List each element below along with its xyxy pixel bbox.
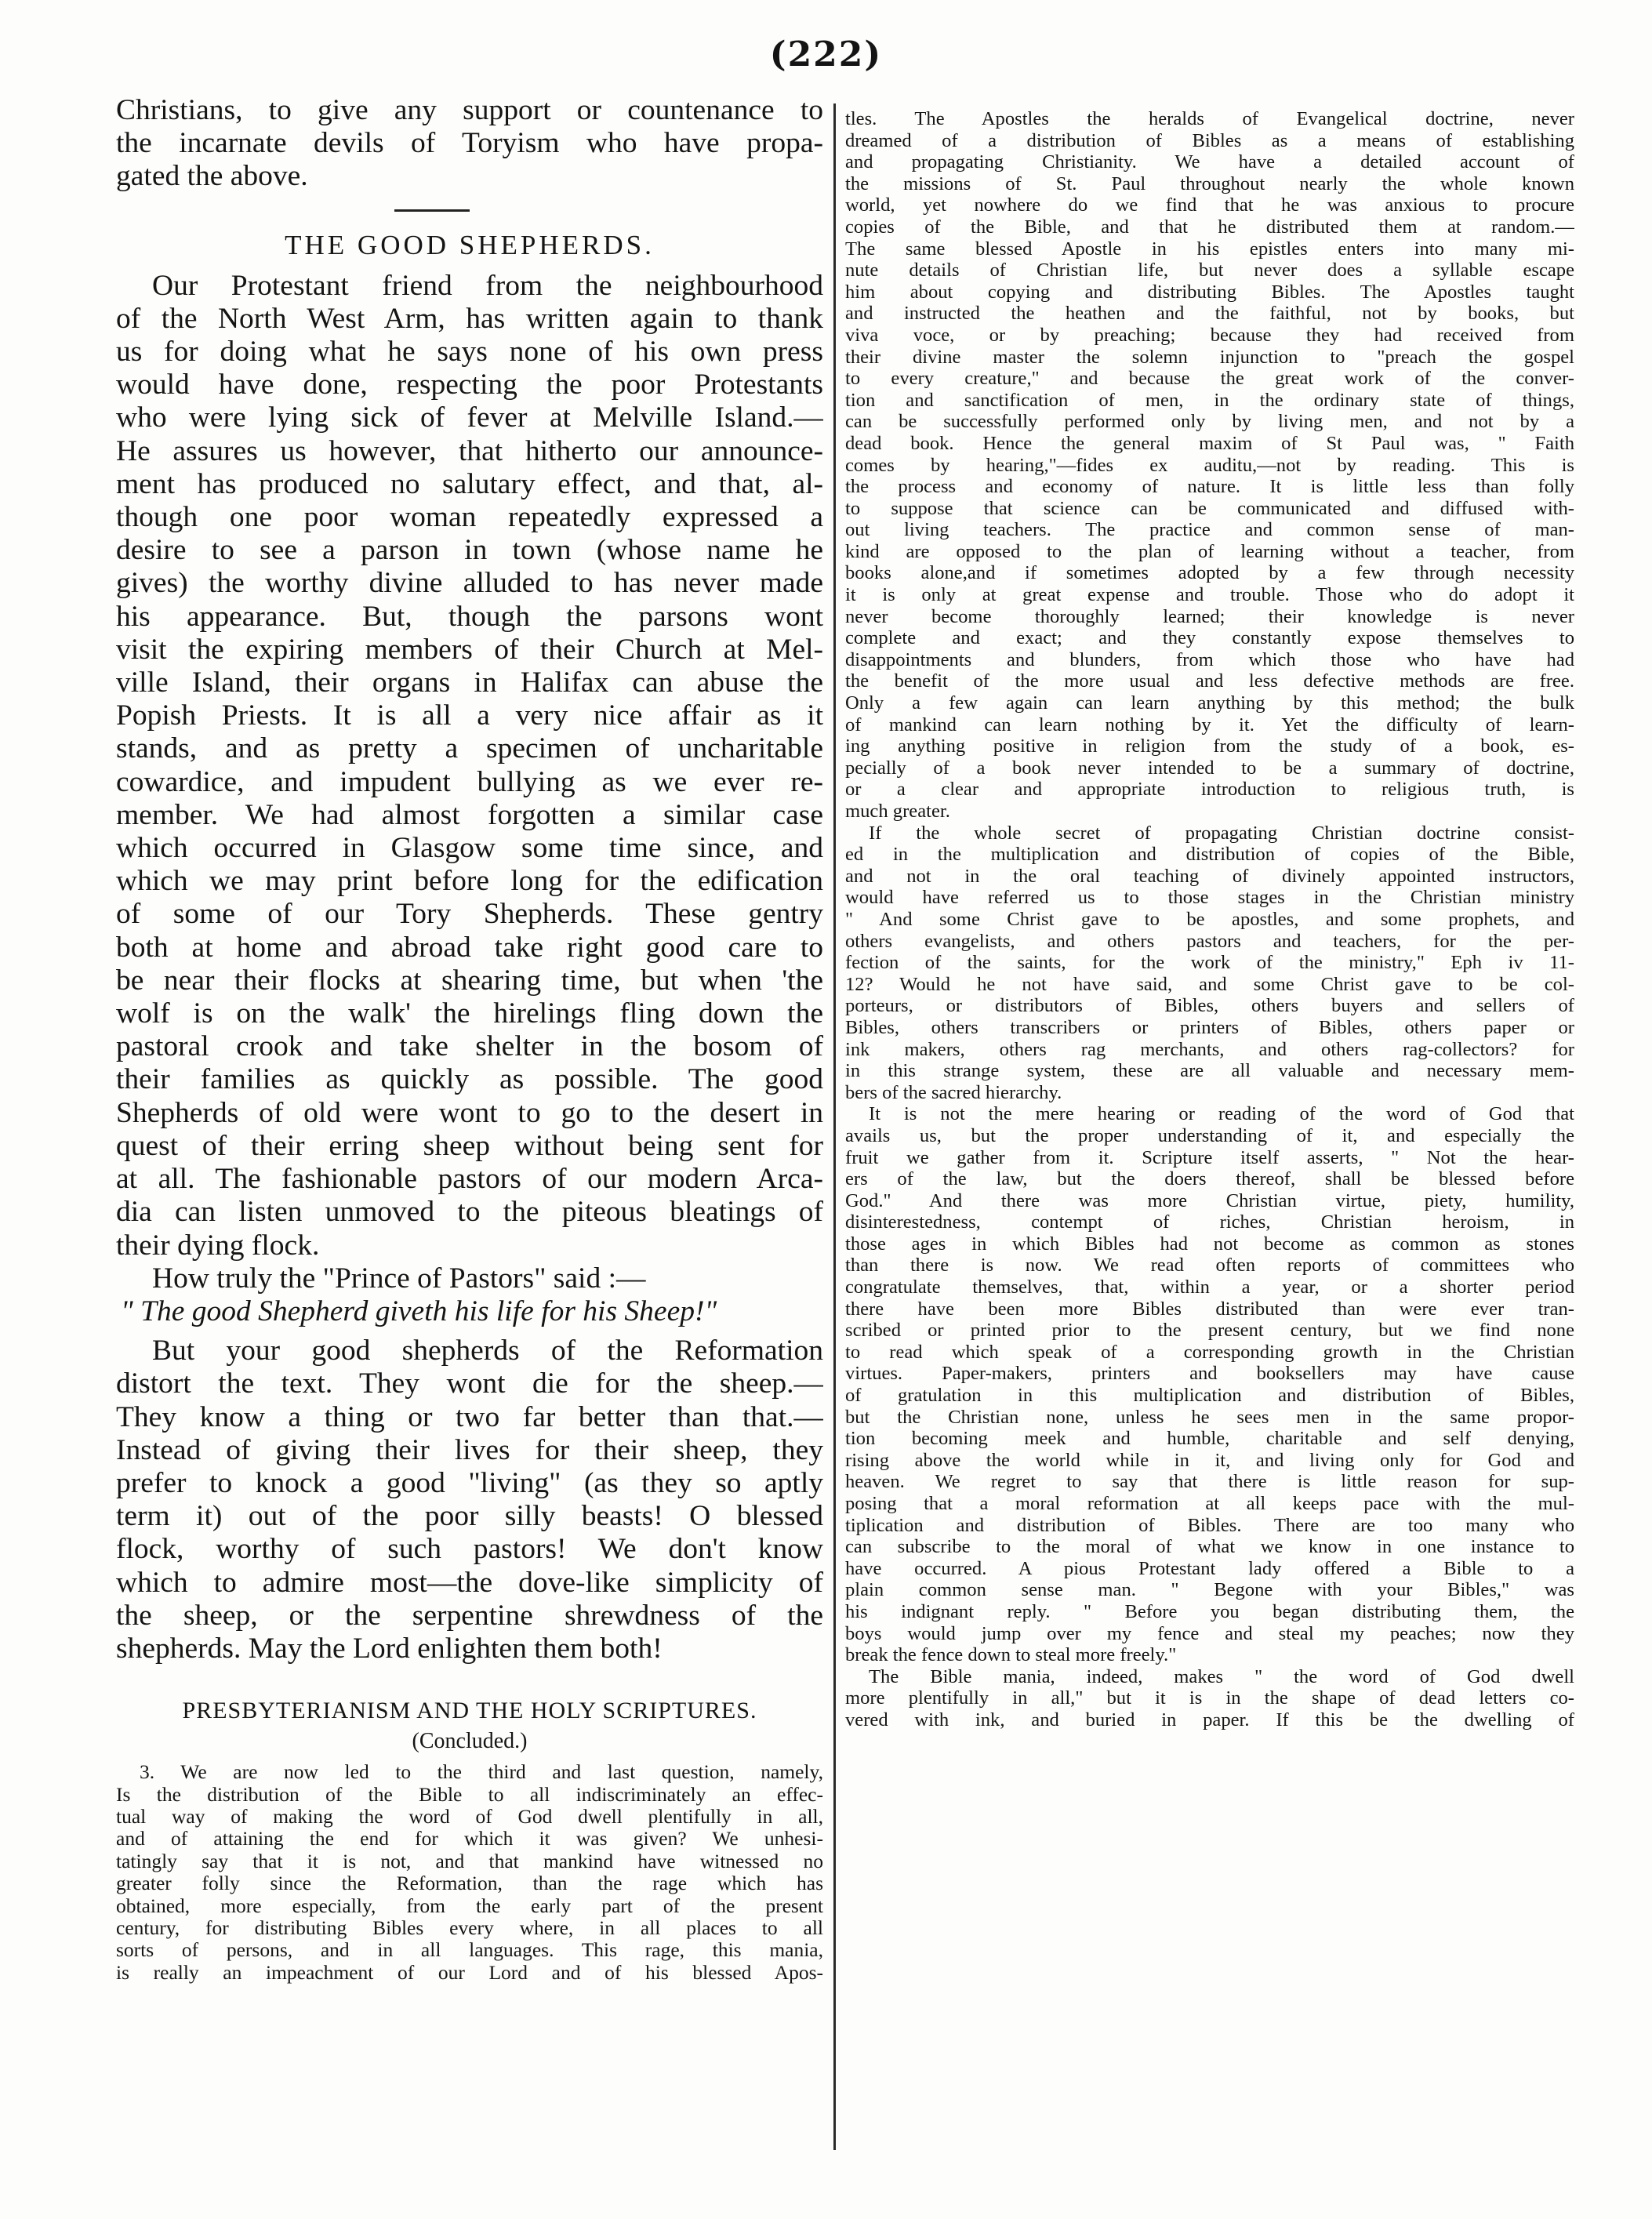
text-line: him about copying and distributing Bibles. The Apostles taught xyxy=(845,281,1574,303)
text-line: The Bible mania, indeed, makes " the word of God dwell xyxy=(869,1665,1574,1687)
text-line: who were lying sick of fever at Melville Island.— xyxy=(116,401,823,434)
right-column xyxy=(845,108,1574,1731)
text-line: term it) out of the poor silly beasts! O blessed xyxy=(116,1500,823,1533)
text-line: ville Island, their organs in Halifax can abuse the xyxy=(116,666,823,699)
text-line: member. We had almost forgotten a similar case xyxy=(116,798,823,831)
text-line: vered with ink, and buried in paper. If this be the dwelling of xyxy=(845,1709,1574,1731)
text-line: to read which speak of a corresponding growth in the Christian xyxy=(845,1341,1574,1363)
text-line: and of attaining the end for which it was given? We unhesi- xyxy=(116,1828,823,1850)
text-line: virtues. Paper-makers, printers and booksellers may have cause xyxy=(845,1363,1574,1385)
text-line: is really an impeachment of our Lord and of his blessed Apos- xyxy=(116,1961,823,1984)
text-line: dead book. Hence the general maxim of St Paul was, " Faith xyxy=(845,432,1574,454)
text-line: the sheep, or the serpentine shrewdness of the xyxy=(116,1599,823,1632)
text-line: Our Protestant friend from the neighbourhood xyxy=(152,269,823,302)
text-line: break the fence down to steal more freely." xyxy=(845,1644,1177,1666)
text-line: ers of the law, but the doers thereof, shall be blessed before xyxy=(845,1168,1574,1190)
text-line: tatingly say that it is not, and that mankind have witnessed no xyxy=(116,1850,823,1872)
text-line: shepherds. May the Lord enlighten them both! xyxy=(116,1632,663,1665)
text-line: the process and economy of nature. It is little less than folly xyxy=(845,476,1574,498)
text-line: distort the text. They wont die for the sheep.— xyxy=(116,1367,823,1400)
text-line: viva voce, or by preaching; because they had received from xyxy=(845,324,1574,346)
text-line: pastoral crook and take shelter in the bosom of xyxy=(116,1030,823,1063)
text-line: books alone,and if sometimes adopted by a few through necessity xyxy=(845,562,1574,584)
text-line: of mankind can learn nothing by it. Yet the difficulty of learn- xyxy=(845,714,1574,735)
text-line: be near their flocks at shearing time, but when 'the xyxy=(116,964,823,997)
text-line: in this strange system, these are all valuable and necessary mem- xyxy=(845,1060,1574,1082)
text-line: which occurred in Glasgow some time since, and xyxy=(116,832,823,865)
text-line: congratulate themselves, that, within a year, or a shorter period xyxy=(845,1277,1574,1298)
text-line: plain common sense man. " Begone with your Bibles," was xyxy=(845,1579,1574,1601)
text-line: ment has produced no salutary effect, and that, al- xyxy=(116,467,823,500)
text-line: to suppose that science can be communicated and diffused with- xyxy=(845,497,1574,519)
text-line: at all. The fashionable pastors of our modern Arca- xyxy=(116,1163,823,1196)
text-line: and instructed the heathen and the faithful, not by books, but xyxy=(845,303,1574,325)
text-line: their families as quickly as possible. The good xyxy=(116,1063,823,1096)
text-line: gives) the worthy divine alluded to has never made xyxy=(116,567,823,600)
text-line: It is not the mere hearing or reading of the word of God that xyxy=(869,1103,1574,1125)
text-line: 12? Would he not have said, and some Christ gave to be col- xyxy=(845,973,1574,995)
text-line: posing that a moral reformation at all keeps pace with the mul- xyxy=(845,1493,1574,1514)
section-heading-presbyterianism: PRESBYTERIANISM AND THE HOLY SCRIPTURES. xyxy=(182,1698,757,1724)
column-divider xyxy=(833,104,836,2150)
text-line: tion and sanctification of men, in the ordinary state of things, xyxy=(845,389,1574,411)
text-line: it is only at great expense and trouble. Those who do adopt it xyxy=(845,584,1574,606)
text-line: But your good shepherds of the Reformation xyxy=(152,1335,823,1367)
text-line: both at home and abroad take right good care to xyxy=(116,931,823,964)
quote-intro xyxy=(116,1262,823,1295)
article-body-small xyxy=(116,1761,823,1984)
text-line: the missions of St. Paul throughout nearly the whole known xyxy=(845,173,1574,194)
article-body-continued xyxy=(116,1335,823,1665)
text-line: sorts of persons, and in all languages. This rage, this mania, xyxy=(116,1939,823,1962)
text-line: fection of the saints, for the work of the ministry," Eph iv 11- xyxy=(845,952,1574,974)
text-line: dreamed of a distribution of Bibles as a means of establishing xyxy=(845,129,1574,151)
text-line: their divine master the solemn injunction to "preach the gospel xyxy=(845,346,1574,368)
text-line: If the whole secret of propagating Christian doctrine consist- xyxy=(869,822,1574,844)
text-line: would have referred us to those stages in the Christian ministry xyxy=(845,887,1574,909)
text-line: of gratulation in this multiplication and distribution of Bibles, xyxy=(845,1385,1574,1407)
text-line: or a clear and appropriate introduction to religious truth, is xyxy=(845,779,1574,801)
text-line: avails us, but the proper understanding of it, and especially the xyxy=(845,1124,1574,1146)
text-line: those ages in which Bibles had not become as common as stones xyxy=(845,1233,1574,1255)
text-line: to every creature," and because the great work of the conver- xyxy=(845,368,1574,390)
text-line: though one poor woman repeatedly expressed a xyxy=(116,501,823,534)
text-line: and not in the oral teaching of divinely appointed instructors, xyxy=(845,865,1574,887)
text-line: world, yet nowhere do we find that he was anxious to procure xyxy=(845,194,1574,216)
intro-paragraph xyxy=(116,94,823,194)
text-line: much greater. xyxy=(845,801,950,822)
text-line: prefer to knock a good "living" (as they so aptly xyxy=(116,1466,823,1499)
text-line: copies of the Bible, and that he distributed them at random.— xyxy=(845,216,1574,238)
text-line: Only a few again can learn anything by this method; the bulk xyxy=(845,692,1574,714)
text-line: pecially of a book never intended to be a summary of doctrine, xyxy=(845,757,1574,779)
text-line: Is the distribution of the Bible to all indiscriminately an effec- xyxy=(116,1783,823,1806)
text-line: more plentifully in all," but it is in the shape of dead letters co- xyxy=(845,1687,1574,1709)
text-line: but the Christian none, unless he sees men in the same propor- xyxy=(845,1406,1574,1428)
text-line: tles. The Apostles the heralds of Evangelical doctrine, never xyxy=(845,108,1574,129)
text-line: than there is now. We read often reports of committees who xyxy=(845,1255,1574,1277)
text-line: rising above the world while in it, and living only for God and xyxy=(845,1449,1574,1471)
text-line: The same blessed Apostle in his epistles enters into many mi- xyxy=(845,238,1574,260)
text-line: disappointments and blunders, from which those who have had xyxy=(845,648,1574,670)
text-line: tion becoming meek and humble, charitable and self denying, xyxy=(845,1428,1574,1450)
page-number: (222) xyxy=(769,35,883,74)
article-body xyxy=(116,270,823,1262)
text-line: He assures us however, that hitherto our announce- xyxy=(116,434,823,467)
text-line: his appearance. But, though the parsons wont xyxy=(116,600,823,633)
text-line: his indignant reply. " Before you began distributing them, the xyxy=(845,1600,1574,1622)
text-line: Instead of giving their lives for their sheep, they xyxy=(116,1433,823,1466)
text-line: wolf is on the walk' the hirelings fling down the xyxy=(116,997,823,1030)
text-line: can subscribe to the moral of what we know in one instance to xyxy=(845,1536,1574,1558)
text-line: nute details of Christian life, but never does a syllable escape xyxy=(845,260,1574,281)
text-line: tiplication and distribution of Bibles. There are too many who xyxy=(845,1514,1574,1536)
text-line: us for doing what he says none of his own press xyxy=(116,336,823,369)
text-line: others evangelists, and others pastors and teachers, for the per- xyxy=(845,930,1574,952)
text-line: " And some Christ gave to be apostles, and some prophets, and xyxy=(845,908,1574,930)
text-line: " The good Shepherd giveth his life for his Sheep!" xyxy=(121,1295,717,1327)
text-line: the incarnate devils of Toryism who have propa- xyxy=(116,127,823,160)
text-line: tual way of making the word of God dwell plentifully in all, xyxy=(116,1805,823,1828)
text-line: disinterestedness, contempt of riches, Christian heroism, in xyxy=(845,1211,1574,1233)
left-column xyxy=(116,94,823,1984)
text-line: cowardice, and impudent bullying as we ever re- xyxy=(116,765,823,798)
text-line: fruit we gather from it. Scripture itself asserts, " Not the hear- xyxy=(845,1146,1574,1168)
text-line: Bibles, others transcribers or printers of Bibles, others paper or xyxy=(845,1016,1574,1038)
text-line: heaven. We regret to say that there is little reason for sup- xyxy=(845,1471,1574,1493)
text-line: 3. We are now led to the third and last question, namely, xyxy=(140,1761,823,1784)
section-divider xyxy=(394,209,470,212)
text-line: bers of the sacred hierarchy. xyxy=(845,1081,1062,1103)
text-line: kind are opposed to the plan of learning without a teacher, from xyxy=(845,540,1574,562)
text-line: greater folly since the Reformation, than the rage which has xyxy=(116,1872,823,1895)
text-line: scribed or printed prior to the present century, but we find none xyxy=(845,1320,1574,1342)
text-line: quest of their erring sheep without being sent for xyxy=(116,1129,823,1162)
section-subheading: (Concluded.) xyxy=(412,1729,528,1754)
text-line: They know a thing or two far better than that.— xyxy=(116,1400,823,1433)
text-line: visit the expiring members of their Church at Mel- xyxy=(116,633,823,666)
text-line: can be successfully performed only by living men, and not by a xyxy=(845,411,1574,433)
text-line: stands, and as pretty a specimen of uncharitable xyxy=(116,732,823,765)
scripture-quote xyxy=(116,1295,823,1328)
text-line: have occurred. A pious Protestant lady offered a Bible to a xyxy=(845,1557,1574,1579)
text-line: of some of our Tory Shepherds. These gentry xyxy=(116,898,823,931)
text-line: gated the above. xyxy=(116,160,308,193)
text-line: of the North West Arm, has written again to thank xyxy=(116,302,823,335)
text-line: boys would jump over my fence and steal my peaches; now they xyxy=(845,1622,1574,1644)
text-line: century, for distributing Bibles every where, in all places to all xyxy=(116,1916,823,1939)
text-line: there have been more Bibles distributed than were ever tran- xyxy=(845,1298,1574,1320)
text-line: and propagating Christianity. We have a detailed account of xyxy=(845,151,1574,173)
text-line: How truly the "Prince of Pastors" said :— xyxy=(152,1262,646,1295)
text-line: the benefit of the more usual and less defective methods are free. xyxy=(845,670,1574,692)
text-line: obtained, more especially, from the early part of the present xyxy=(116,1894,823,1917)
text-line: ing anything positive in religion from the study of a book, es- xyxy=(845,735,1574,757)
text-line: complete and exact; and they constantly expose themselves to xyxy=(845,627,1574,649)
text-line: Popish Priests. It is all a very nice affair as it xyxy=(116,699,823,732)
text-line: desire to see a parson in town (whose name he xyxy=(116,534,823,567)
text-line: their dying flock. xyxy=(116,1229,320,1262)
text-line: never become thoroughly learned; their knowledge is never xyxy=(845,605,1574,627)
section-heading: THE GOOD SHEPHERDS. xyxy=(285,229,655,260)
text-line: flock, worthy of such pastors! We don't know xyxy=(116,1533,823,1566)
paragraph-gap xyxy=(116,1328,823,1335)
text-line: God." And there was more Christian virtue, piety, humility, xyxy=(845,1189,1574,1211)
text-line: which we may print before long for the edification xyxy=(116,865,823,898)
text-line: which to admire most—the dove-like simplicity of xyxy=(116,1566,823,1599)
text-line: would have done, respecting the poor Protestants xyxy=(116,369,823,401)
text-line: porteurs, or distributors of Bibles, others buyers and sellers of xyxy=(845,995,1574,1017)
text-line: ed in the multiplication and distribution of copies of the Bible, xyxy=(845,844,1574,866)
text-line: comes by hearing,"—fides ex auditu,—not by reading. This is xyxy=(845,454,1574,476)
text-line: out living teachers. The practice and common sense of man- xyxy=(845,519,1574,541)
text-line: dia can listen unmoved to the piteous bleatings of xyxy=(116,1196,823,1229)
text-line: ink makers, others rag merchants, and others rag-collectors? for xyxy=(845,1038,1574,1060)
text-line: Shepherds of old were wont to go to the desert in xyxy=(116,1096,823,1129)
text-line: Christians, to give any support or countenance to xyxy=(116,94,823,126)
